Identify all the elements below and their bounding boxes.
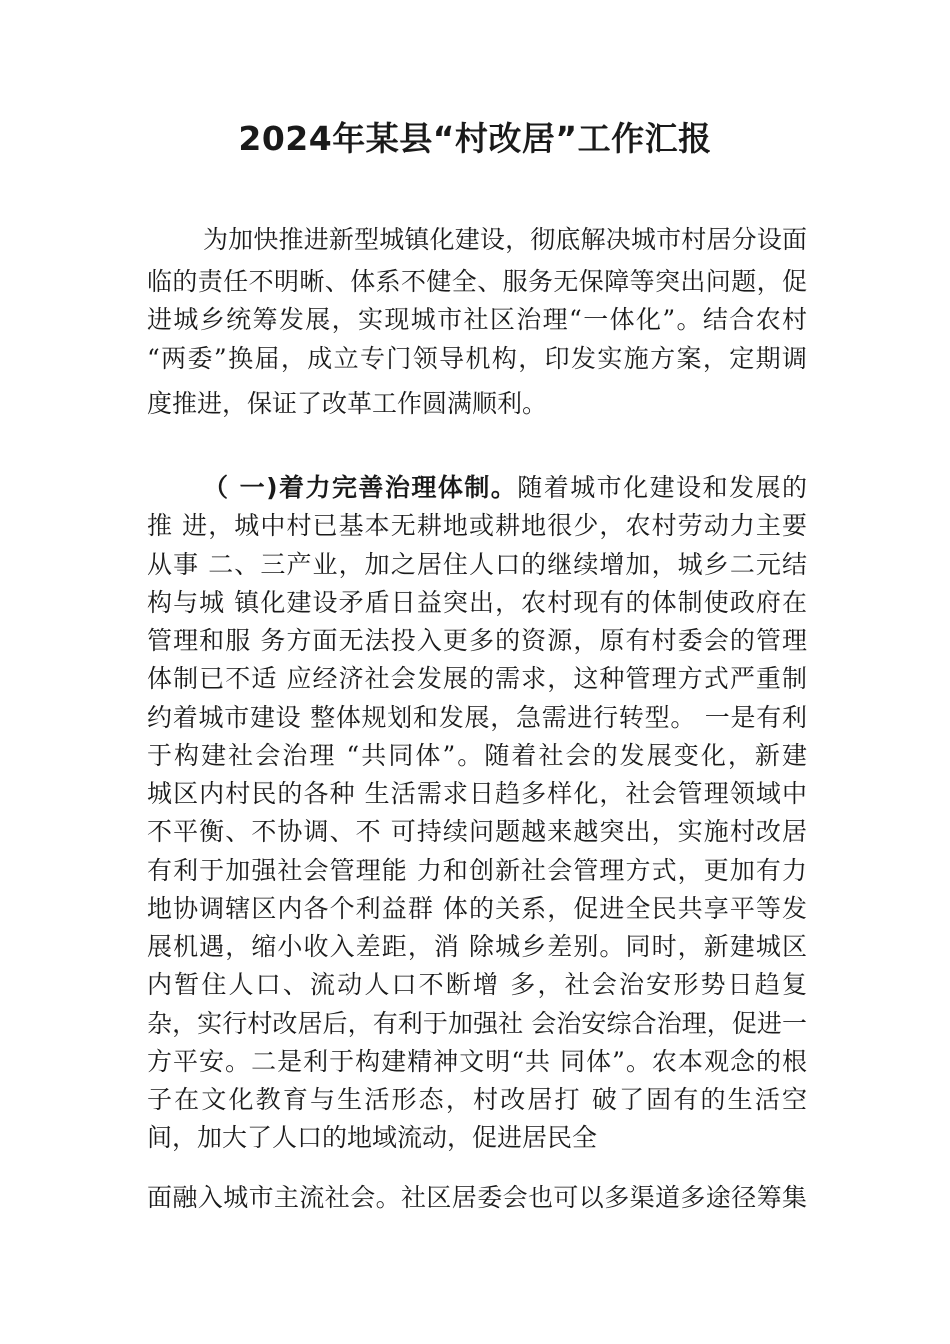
section-line: 推 进，城中村已基本无耕地或耕地很少，农村劳动力主要 xyxy=(147,511,807,540)
section-line: 方平安。二是利于构建精神文明“共 同体”。农本观念的根 xyxy=(147,1047,807,1076)
intro-line: 为加快推进新型城镇化建设，彻底解决城市村居分设面 xyxy=(203,225,807,254)
section-line: 间，加大了人口的地域流动，促进居民全 xyxy=(147,1123,598,1152)
section-line: 子在文化教育与生活形态，村改居打 破了固有的生活空 xyxy=(147,1085,807,1114)
document-title: 2024年某县“村改居”工作汇报 xyxy=(238,119,712,158)
section-line: 展机遇，缩小收入差距，消 除城乡差别。同时，新建城区 xyxy=(147,932,807,961)
section-line: 构与城 镇化建设矛盾日益突出，农村现有的体制使政府在 xyxy=(147,588,807,617)
section-first-line xyxy=(203,470,807,506)
section-line: 内暂住人口、流动人口不断增 多，社会治安形势日趋复 xyxy=(147,970,807,999)
section-line: 管理和服 务方面无法投入更多的资源，原有村委会的管理 xyxy=(147,626,807,655)
intro-line: “两委”换届，成立专门领导机构，印发实施方案，定期调 xyxy=(147,344,807,373)
section-line: 约着城市建设 整体规划和发展，急需进行转型。 一是有利 xyxy=(147,703,807,732)
intro-line: 进城乡统筹发展，实现城市社区治理“一体化”。结合农村 xyxy=(147,305,807,334)
section-line: 从事 二、三产业，加之居住人口的继续增加，城乡二元结 xyxy=(147,550,807,579)
intro-line: 度推进，保证了改革工作圆满顺利。 xyxy=(147,389,548,418)
intro-line: 临的责任不明晰、体系不健全、服务无保障等突出问题，促 xyxy=(147,267,807,296)
section-line: 城区内村民的各种 生活需求日趋多样化，社会管理领域中 xyxy=(147,779,807,808)
section-line: 不平衡、不协调、不 可持续问题越来越突出，实施村改居 xyxy=(147,817,807,846)
section-text: 随着城市化建设和发展的 xyxy=(517,473,807,502)
section-line: 地协调辖区内各个利益群 体的关系，促进全民共享平等发 xyxy=(147,894,807,923)
section-line: 杂，实行村改居后，有利于加强社 会治安综合治理，促进一 xyxy=(147,1009,807,1038)
section-line: 有利于加强社会管理能 力和创新社会管理方式，更加有力 xyxy=(147,856,807,885)
continuation-line: 面融入城市主流社会。社区居委会也可以多渠道多途径筹集 xyxy=(147,1183,807,1212)
section-line: 体制已不适 应经济社会发展的需求，这种管理方式严重制 xyxy=(147,664,807,693)
section-heading: （ 一)着力完善治理体制。 xyxy=(203,473,518,502)
section-line: 于构建社会治理 “共同体”。随着社会的发展变化，新建 xyxy=(147,741,807,770)
